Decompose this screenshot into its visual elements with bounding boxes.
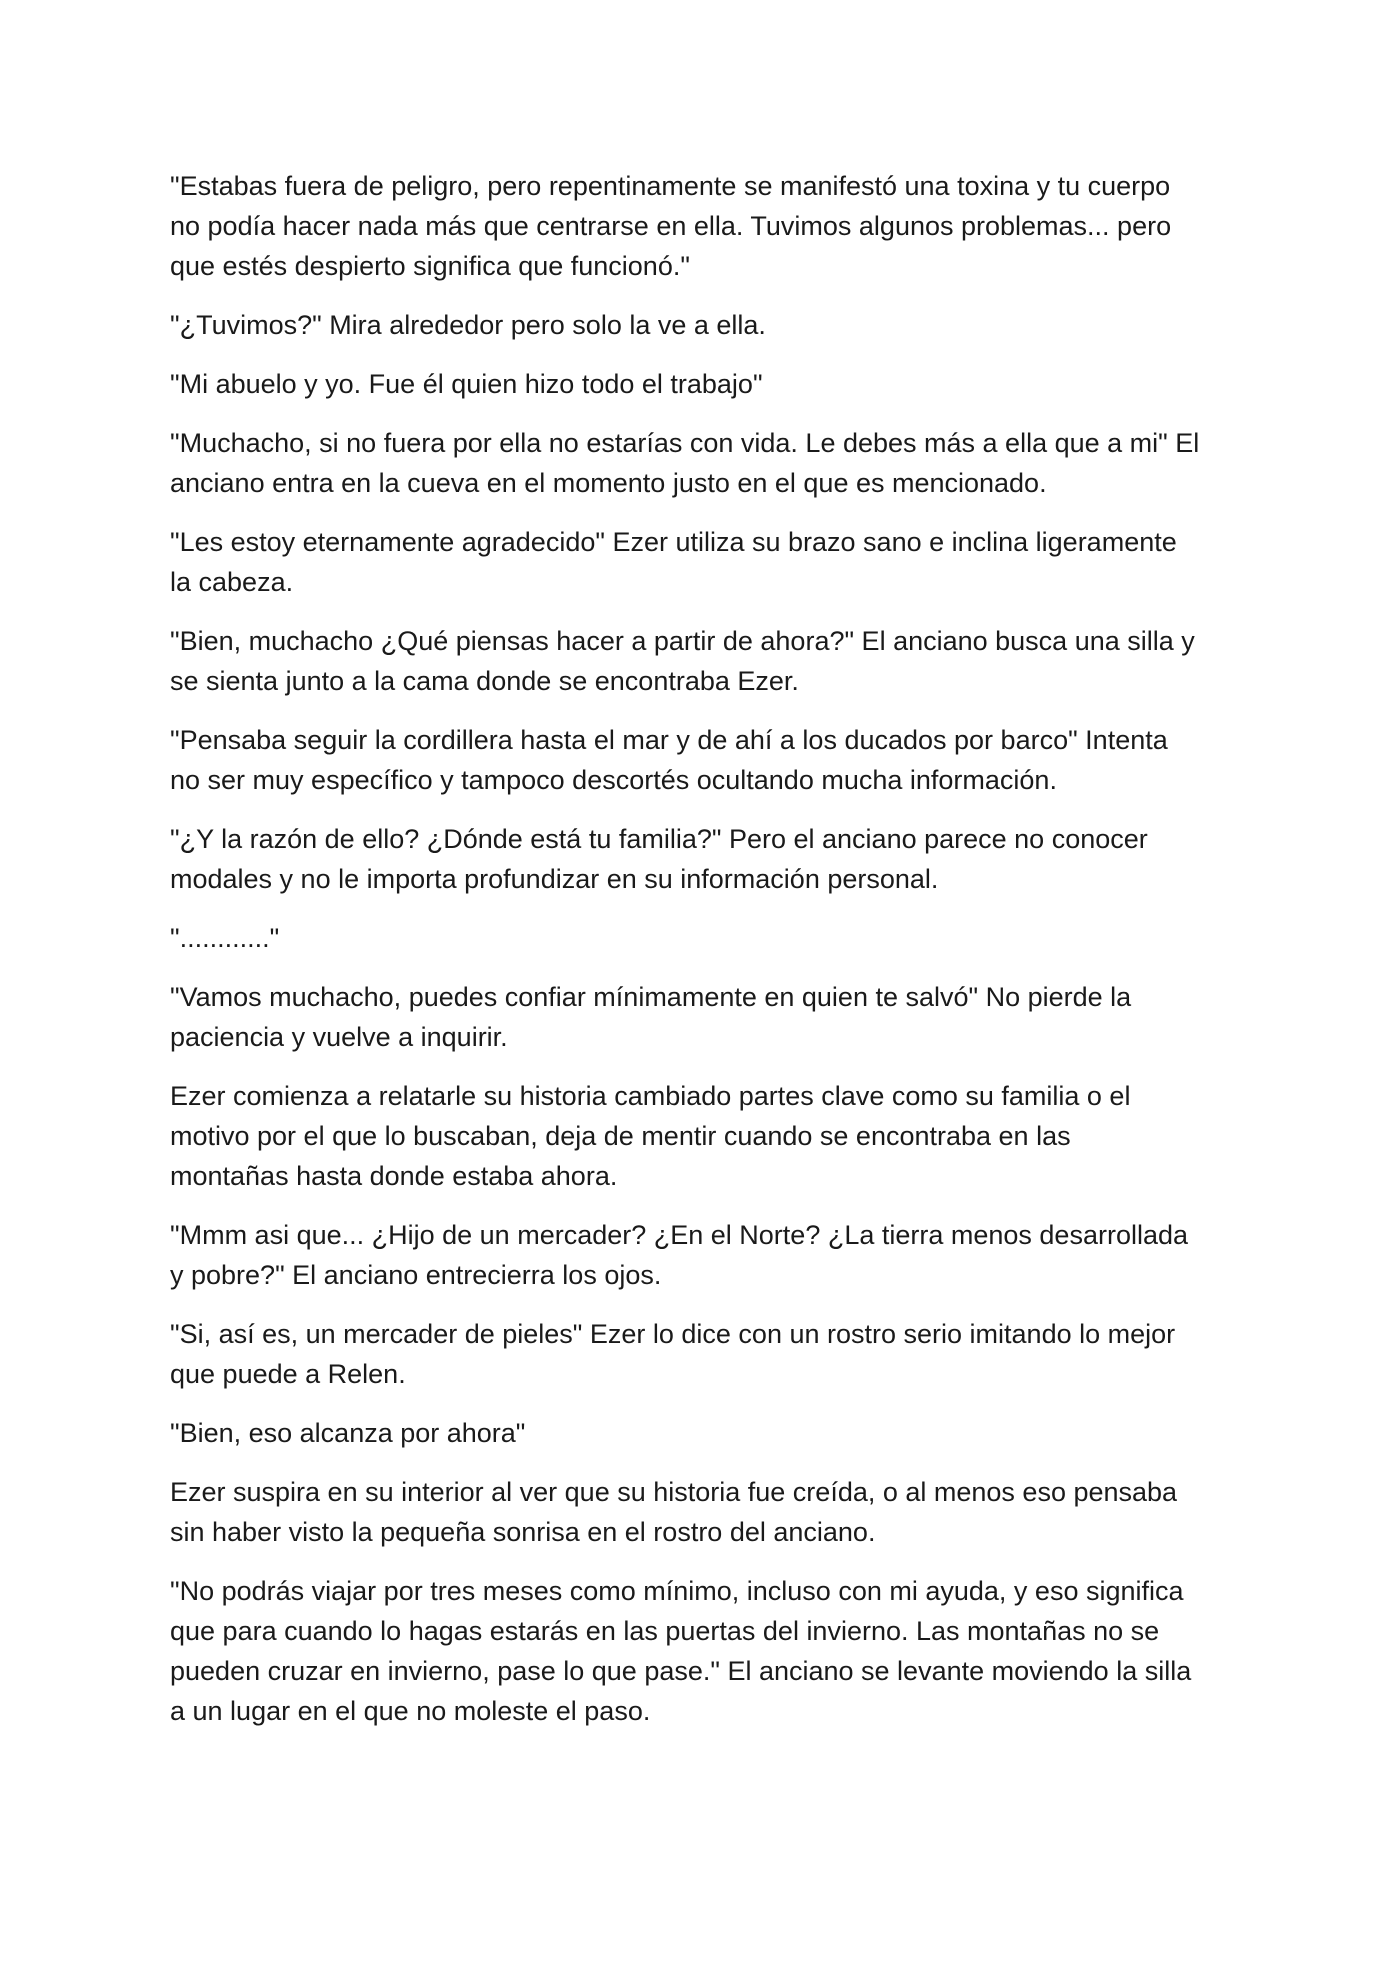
paragraph	[170, 1413, 1230, 1453]
text-line: sin haber visto la pequeña sonrisa en el rostro del anciano.	[170, 1517, 876, 1547]
paragraph	[170, 720, 1230, 800]
text-line: Ezer suspira en su interior al ver que su historia fue creída, o al menos eso pensaba	[170, 1477, 1178, 1507]
text-line: "Les estoy eternamente agradecido" Ezer utiliza su brazo sano e inclina ligeramente	[170, 527, 1177, 557]
text-line: y pobre?" El anciano entrecierra los ojos.	[170, 1260, 662, 1290]
text-line: "¿Y la razón de ello? ¿Dónde está tu familia?" Pero el anciano parece no conocer	[170, 824, 1148, 854]
text-line: no podía hacer nada más que centrarse en ella. Tuvimos algunos problemas... pero	[170, 211, 1172, 241]
text-line: modales y no le importa profundizar en su información personal.	[170, 864, 939, 894]
paragraph	[170, 1215, 1230, 1295]
text-line: se sienta junto a la cama donde se encontraba Ezer.	[170, 666, 799, 696]
paragraph	[170, 1571, 1230, 1731]
text-line: "Bien, muchacho ¿Qué piensas hacer a partir de ahora?" El anciano busca una silla y	[170, 626, 1195, 656]
text-line: montañas hasta donde estaba ahora.	[170, 1161, 618, 1191]
text-line: la cabeza.	[170, 567, 294, 597]
paragraph	[170, 364, 1230, 404]
paragraph	[170, 819, 1230, 899]
paragraph	[170, 918, 1230, 958]
text-line: motivo por el que lo buscaban, deja de mentir cuando se encontraba en las	[170, 1121, 1071, 1151]
paragraph	[170, 423, 1230, 503]
text-line: que puede a Relen.	[170, 1359, 406, 1389]
text-line: "Bien, eso alcanza por ahora"	[170, 1418, 526, 1448]
text-line: Ezer comienza a relatarle su historia cambiado partes clave como su familia o el	[170, 1081, 1131, 1111]
text-line: "Mi abuelo y yo. Fue él quien hizo todo el trabajo"	[170, 369, 763, 399]
text-line: a un lugar en el que no moleste el paso.	[170, 1696, 651, 1726]
text-line: "Pensaba seguir la cordillera hasta el mar y de ahí a los ducados por barco" Intenta	[170, 725, 1168, 755]
text-line: "No podrás viajar por tres meses como mínimo, incluso con mi ayuda, y eso significa	[170, 1576, 1184, 1606]
text-line: no ser muy específico y tampoco descortés ocultando mucha información.	[170, 765, 1057, 795]
paragraph	[170, 1472, 1230, 1552]
text-line: "Muchacho, si no fuera por ella no estarías con vida. Le debes más a ella que a mi" El	[170, 428, 1200, 458]
text-line: que para cuando lo hagas estarás en las puertas del invierno. Las montañas no se	[170, 1616, 1160, 1646]
text-line: "Estabas fuera de peligro, pero repentinamente se manifestó una toxina y tu cuerpo	[170, 171, 1171, 201]
text-line: "Vamos muchacho, puedes confiar mínimamente en quien te salvó" No pierde la	[170, 982, 1132, 1012]
text-line: anciano entra en la cueva en el momento justo en el que es mencionado.	[170, 468, 1047, 498]
paragraph	[170, 1314, 1230, 1394]
text-line: pueden cruzar en invierno, pase lo que pase." El anciano se levante moviendo la silla	[170, 1656, 1192, 1686]
paragraph	[170, 166, 1230, 286]
paragraph	[170, 621, 1230, 701]
text-line: "¿Tuvimos?" Mira alrededor pero solo la ve a ella.	[170, 310, 766, 340]
text-line: "Si, así es, un mercader de pieles" Ezer lo dice con un rostro serio imitando lo mejor	[170, 1319, 1176, 1349]
text-line: "Mmm asi que... ¿Hijo de un mercader? ¿En el Norte? ¿La tierra menos desarrollada	[170, 1220, 1189, 1250]
paragraph	[170, 977, 1230, 1057]
document-body	[170, 166, 1230, 1750]
text-line: que estés despierto significa que funcionó."	[170, 251, 690, 281]
paragraph	[170, 1076, 1230, 1196]
text-line: paciencia y vuelve a inquirir.	[170, 1022, 508, 1052]
text-line: "............"	[170, 923, 280, 953]
paragraph	[170, 522, 1230, 602]
paragraph	[170, 305, 1230, 345]
